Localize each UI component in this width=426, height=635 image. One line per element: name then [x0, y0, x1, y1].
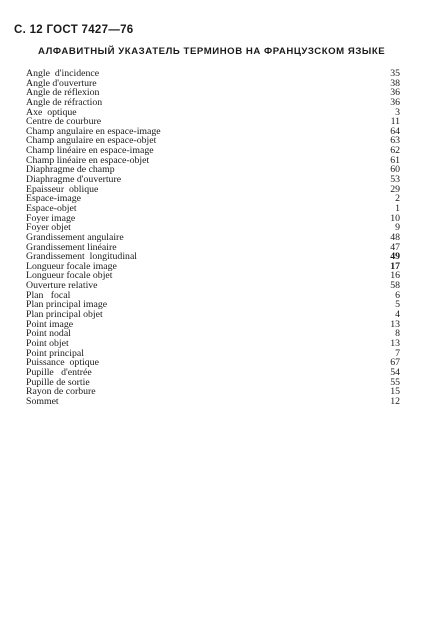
index-term: Longueur focale image — [26, 260, 117, 272]
index-term: Point objet — [26, 337, 69, 349]
index-page-number: 55 — [390, 376, 400, 388]
index-page-number: 1 — [395, 202, 400, 214]
index-page-number: 5 — [395, 299, 400, 311]
index-term: Champ angulaire en espace-objet — [26, 135, 157, 147]
index-page-number: 10 — [390, 212, 400, 224]
index-page-number: 13 — [390, 337, 400, 349]
index-page-number: 54 — [390, 366, 400, 378]
index-page-number: 29 — [390, 183, 400, 195]
index-page-number: 64 — [390, 125, 400, 137]
index-entry — [26, 387, 400, 397]
index-term: Plan principal image — [26, 299, 108, 311]
index-page-number: 36 — [390, 87, 400, 99]
section-title: АЛФАВИТНЫЙ УКАЗАТЕЛЬ ТЕРМИНОВ НА ФРАНЦУЗСКОМ ЯЗЫКЕ — [38, 46, 386, 57]
index-page-number: 8 — [395, 328, 400, 340]
index-term: Foyer image — [26, 212, 76, 224]
index-term: Ouverture relative — [26, 280, 98, 292]
index-term: Champ linéaire en espace-image — [26, 145, 154, 157]
index-page-number: 67 — [390, 357, 400, 369]
index-page-number: 58 — [390, 280, 400, 292]
index-term: Diaphragme d'ouverture — [26, 174, 122, 186]
index-term: Angle de réflexion — [26, 87, 100, 99]
index-page-number: 49 — [390, 251, 400, 263]
index-term: Longueur focale objet — [26, 270, 113, 282]
index-page-number: 60 — [390, 164, 400, 176]
index-page-number: 17 — [390, 260, 400, 272]
index-page-number: 13 — [390, 318, 400, 330]
index-term: Champ angulaire en espace-image — [26, 125, 161, 137]
index-entry — [26, 397, 400, 407]
index-page-number: 47 — [390, 241, 400, 253]
index-term: Grandissement longitudinal — [26, 251, 138, 263]
index-page-number: 11 — [390, 116, 400, 128]
index-page-number: 15 — [390, 386, 400, 398]
index-entry — [26, 185, 400, 195]
index-term: Champ linéaire en espace-objet — [26, 154, 150, 166]
index-page-number: 9 — [395, 222, 400, 234]
index-page-number: 6 — [395, 289, 400, 301]
index-entry — [26, 310, 400, 320]
index-term: Puissance optique — [26, 357, 99, 369]
index-term: Angle de réfraction — [26, 96, 103, 108]
index-term: Plan focal — [26, 289, 71, 301]
term-index-list — [26, 69, 400, 406]
index-page-number: 61 — [390, 154, 400, 166]
index-page-number: 7 — [395, 347, 400, 359]
index-term: Rayon de corbure — [26, 386, 96, 398]
index-page-number: 62 — [390, 145, 400, 157]
index-term: Point image — [26, 318, 74, 330]
index-term: Espace-image — [26, 193, 81, 205]
index-term: Plan principal objet — [26, 309, 103, 321]
index-term: Angle d'ouverture — [26, 77, 97, 89]
index-page-number: 4 — [395, 309, 400, 321]
index-term: Centre de courbure — [26, 116, 102, 128]
index-term: Grandissement linéaire — [26, 241, 117, 253]
index-term: Diaphragme de champ — [26, 164, 115, 176]
index-page-number: 35 — [390, 68, 400, 79]
index-entry — [26, 281, 400, 291]
index-page-number: 38 — [390, 77, 400, 89]
index-page-number: 2 — [395, 193, 400, 205]
index-page-number: 63 — [390, 135, 400, 147]
index-term: Foyer objet — [26, 222, 71, 234]
index-page-number: 48 — [390, 231, 400, 243]
index-page-number: 3 — [395, 106, 400, 118]
index-term: Epaisseur oblique — [26, 183, 99, 195]
index-term: Sommet — [26, 395, 59, 407]
index-page-number: 12 — [390, 395, 400, 407]
index-term: Pupille de sortie — [26, 376, 90, 388]
index-term: Point principal — [26, 347, 84, 359]
page-header: С. 12 ГОСТ 7427—76 — [14, 24, 134, 36]
index-term: Espace-objet — [26, 202, 77, 214]
index-page-number: 53 — [390, 174, 400, 186]
index-entry — [26, 204, 400, 214]
index-entry — [26, 329, 400, 339]
index-entry — [26, 194, 400, 204]
index-term: Axe optique — [26, 106, 77, 118]
index-entry — [26, 214, 400, 224]
index-term: Angle d'incidence — [26, 68, 100, 79]
index-term: Pupille d'entrée — [26, 366, 92, 378]
index-entry — [26, 320, 400, 330]
index-page-number: 16 — [390, 270, 400, 282]
index-entry — [26, 98, 400, 108]
index-page-number: 36 — [390, 96, 400, 108]
index-term: Grandissement angulaire — [26, 231, 124, 243]
index-term: Point nodal — [26, 328, 71, 340]
